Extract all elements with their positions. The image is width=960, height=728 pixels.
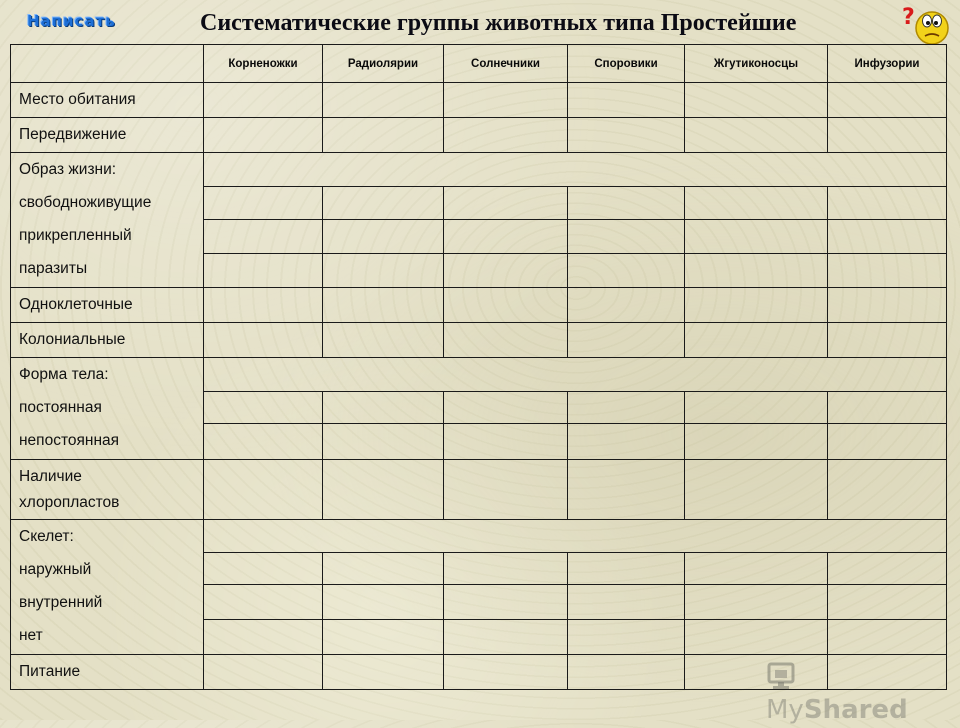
table-cell [568, 553, 685, 584]
table-cell [568, 187, 685, 220]
table-cell [444, 460, 568, 520]
table-cell [444, 288, 568, 323]
header-row [11, 45, 947, 83]
table-cell [685, 118, 828, 153]
table-cell [444, 620, 568, 655]
table-cell [444, 187, 568, 220]
table-row [11, 83, 947, 118]
table-cell [828, 584, 947, 620]
row-label-movement: Передвижение [11, 118, 204, 153]
table-row [11, 358, 947, 392]
watermark-my: My [766, 695, 804, 725]
table-cell [444, 424, 568, 460]
col-header: Жгутиконосцы [685, 45, 828, 83]
table-cell [685, 460, 828, 520]
table-row [11, 153, 947, 187]
table-cell [568, 584, 685, 620]
table-cell [204, 253, 323, 287]
table-cell [204, 620, 323, 655]
row-label-line: Скелет: [19, 528, 74, 545]
row-label-line: непостоянная [19, 432, 120, 449]
row-label-nutrition: Питание [11, 655, 204, 690]
table-cell [204, 391, 323, 424]
table-cell [568, 220, 685, 253]
table-cell [204, 460, 323, 520]
table-cell [568, 655, 685, 690]
table-cell [323, 424, 444, 460]
row-label-line: Форма тела: [19, 366, 109, 383]
table-cell [568, 391, 685, 424]
table-cell [323, 460, 444, 520]
table-cell [828, 118, 947, 153]
table-cell [685, 187, 828, 220]
table-cell [828, 288, 947, 323]
page-title: Систематические группы животных типа Простейшие [200, 10, 797, 36]
table-cell-merged [204, 358, 947, 392]
table-cell [568, 118, 685, 153]
col-header: Солнечники [444, 45, 568, 83]
table-cell [828, 323, 947, 358]
table-cell [204, 118, 323, 153]
table-cell [323, 253, 444, 287]
table-cell [685, 391, 828, 424]
table-cell [204, 323, 323, 358]
col-header: Инфузории [828, 45, 947, 83]
table-cell [444, 253, 568, 287]
table-row [11, 288, 947, 323]
table-cell [685, 424, 828, 460]
row-label-line: нет [19, 627, 43, 644]
table-cell [685, 620, 828, 655]
corner-cell [11, 45, 204, 83]
table-cell [323, 553, 444, 584]
row-label-line: Образ жизни: [19, 161, 117, 178]
table-cell [444, 83, 568, 118]
table-cell [685, 83, 828, 118]
row-label-colonial: Колониальные [11, 323, 204, 358]
table-cell-merged [204, 520, 947, 553]
table-cell [444, 584, 568, 620]
table-cell [323, 288, 444, 323]
row-label-chloroplasts [11, 460, 204, 520]
row-label-line: наружный [19, 561, 92, 578]
row-label-skeleton [11, 520, 204, 655]
table-cell [568, 253, 685, 287]
table-cell [568, 288, 685, 323]
table-cell [444, 323, 568, 358]
table-cell [685, 323, 828, 358]
row-label-line: паразиты [19, 260, 88, 277]
row-label-unicellular: Одноклеточные [11, 288, 204, 323]
table-row [11, 460, 947, 520]
table-cell [568, 83, 685, 118]
table-cell [685, 288, 828, 323]
table-cell [444, 391, 568, 424]
table-cell [204, 424, 323, 460]
table-cell [685, 584, 828, 620]
table-cell [323, 187, 444, 220]
table-cell [828, 620, 947, 655]
row-label-line: постоянная [19, 399, 102, 416]
table-cell [685, 220, 828, 253]
write-logo-label: Написать [27, 12, 116, 30]
table-cell [204, 584, 323, 620]
table-cell [204, 655, 323, 690]
table-cell [568, 424, 685, 460]
myshared-watermark [766, 656, 926, 725]
table-cell [323, 118, 444, 153]
table-row [11, 520, 947, 553]
table-cell [568, 460, 685, 520]
table-cell [323, 391, 444, 424]
table-cell [444, 118, 568, 153]
table-cell-merged [204, 153, 947, 187]
watermark-shared: Shared [803, 695, 908, 725]
table-cell [568, 620, 685, 655]
table-cell [828, 187, 947, 220]
col-header: Споровики [568, 45, 685, 83]
table-cell [204, 187, 323, 220]
table-cell [828, 391, 947, 424]
question-smiley-icon [902, 2, 950, 46]
table-row [11, 323, 947, 358]
table-cell [444, 655, 568, 690]
table-cell [444, 553, 568, 584]
table-cell [204, 288, 323, 323]
row-label-habitat: Место обитания [11, 83, 204, 118]
table-cell [204, 220, 323, 253]
table-cell [828, 460, 947, 520]
col-header: Корненожки [204, 45, 323, 83]
table-cell [323, 83, 444, 118]
table-cell [685, 253, 828, 287]
table-cell [323, 220, 444, 253]
table-cell [568, 323, 685, 358]
write-logo[interactable] [27, 10, 123, 32]
table-cell [204, 83, 323, 118]
row-label-lifestyle [11, 153, 204, 288]
table-cell [323, 655, 444, 690]
table-cell [828, 83, 947, 118]
row-label-line: внутренний [19, 594, 103, 611]
table-cell [828, 220, 947, 253]
myshared-logo-icon [766, 660, 800, 690]
table-cell [828, 253, 947, 287]
table-cell [323, 620, 444, 655]
row-label-line: Наличие [19, 467, 82, 485]
table-cell [444, 220, 568, 253]
table-cell [828, 424, 947, 460]
table-row [11, 118, 947, 153]
table-cell [323, 584, 444, 620]
row-label-line: свободноживущие [19, 194, 152, 211]
table-cell [323, 323, 444, 358]
row-label-body-form [11, 358, 204, 460]
row-label-line: хлоропластов [19, 493, 120, 511]
table-cell [828, 553, 947, 584]
col-header: Радиолярии [323, 45, 444, 83]
protozoa-table [10, 44, 947, 690]
table-cell [685, 553, 828, 584]
table-cell [204, 553, 323, 584]
svg-text:?: ? [902, 5, 915, 30]
row-label-line: прикрепленный [19, 227, 132, 244]
